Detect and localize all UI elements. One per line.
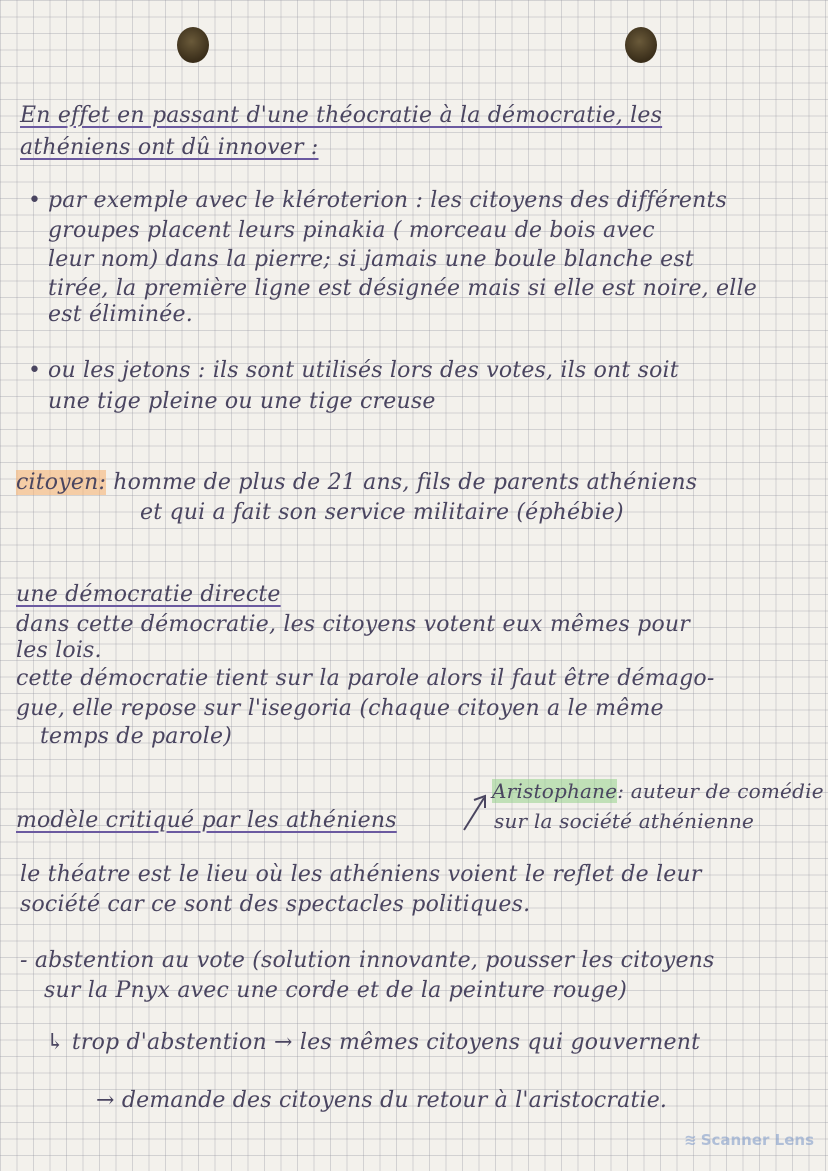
critique-line-2: société car ce sont des spectacles politiques.: [20, 892, 531, 917]
democratie-line-1: dans cette démocratie, les citoyens votent eux mêmes pour: [16, 612, 690, 637]
citoyen-definition: [16, 470, 697, 496]
critique-heading: modèle critiqué par les athéniens: [16, 808, 397, 833]
aristophane-line-2: sur la société athénienne: [494, 809, 755, 833]
aristophane-name: Aristophane: [492, 779, 618, 803]
punch-hole-left: [177, 27, 209, 63]
critique-line-6: → demande des citoyens du retour à l'aristocratie.: [96, 1088, 668, 1113]
citoyen-line-1: homme de plus de 21 ans, fils de parents athéniens: [113, 470, 698, 495]
punch-hole-right: [625, 27, 657, 63]
intro-line-1: En effet en passant d'une théocratie à la démocratie, les: [20, 103, 663, 128]
bullet1-line-2: groupes placent leurs pinakia ( morceau de bois avec: [48, 218, 655, 243]
scanner-logo-icon: ≋: [684, 1131, 697, 1149]
aristophane-text: : auteur de comédie: [617, 779, 824, 803]
critique-line-1: le théatre est le lieu où les athéniens voient le reflet de leur: [20, 862, 702, 887]
bullet-dot-2: •: [28, 358, 41, 383]
bullet-dot-1: •: [28, 188, 41, 213]
critique-line-4: sur la Pnyx avec une corde et de la peinture rouge): [44, 978, 628, 1003]
bullet2-line-2: une tige pleine ou une tige creuse: [48, 389, 436, 414]
bullet1-line-4: tirée, la première ligne est désignée mais si elle est noire, elle: [48, 276, 757, 301]
scanner-watermark: [684, 1131, 814, 1149]
democratie-heading: une démocratie directe: [16, 582, 281, 607]
citoyen-term: citoyen:: [16, 470, 107, 495]
bullet2-line-1: ou les jetons : ils sont utilisés lors des votes, ils ont soit: [48, 358, 679, 383]
bullet1-line-5: est éliminée.: [48, 302, 193, 327]
democratie-line-2: les lois.: [16, 638, 102, 663]
bullet1-line-1: par exemple avec le kléroterion : les citoyens des différents: [48, 188, 727, 213]
critique-line-3: - abstention au vote (solution innovante, pousser les citoyens: [20, 948, 715, 973]
citoyen-line-2: et qui a fait son service militaire (éphébie): [140, 500, 624, 525]
democratie-line-4: gue, elle repose sur l'isegoria (chaque citoyen a le même: [16, 696, 664, 721]
bullet1-line-3: leur nom) dans la pierre; si jamais une boule blanche est: [48, 247, 694, 272]
aristophane-note: [492, 778, 824, 804]
intro-line-2: athéniens ont dû innover :: [20, 135, 319, 160]
democratie-line-5: temps de parole): [40, 724, 232, 749]
democratie-line-3: cette démocratie tient sur la parole alors il faut être démago-: [16, 666, 715, 691]
watermark-text: Scanner Lens: [700, 1131, 814, 1149]
critique-line-5: ↳ trop d'abstention → les mêmes citoyens qui gouvernent: [46, 1030, 701, 1055]
arrow-up-right-icon: [460, 792, 490, 832]
